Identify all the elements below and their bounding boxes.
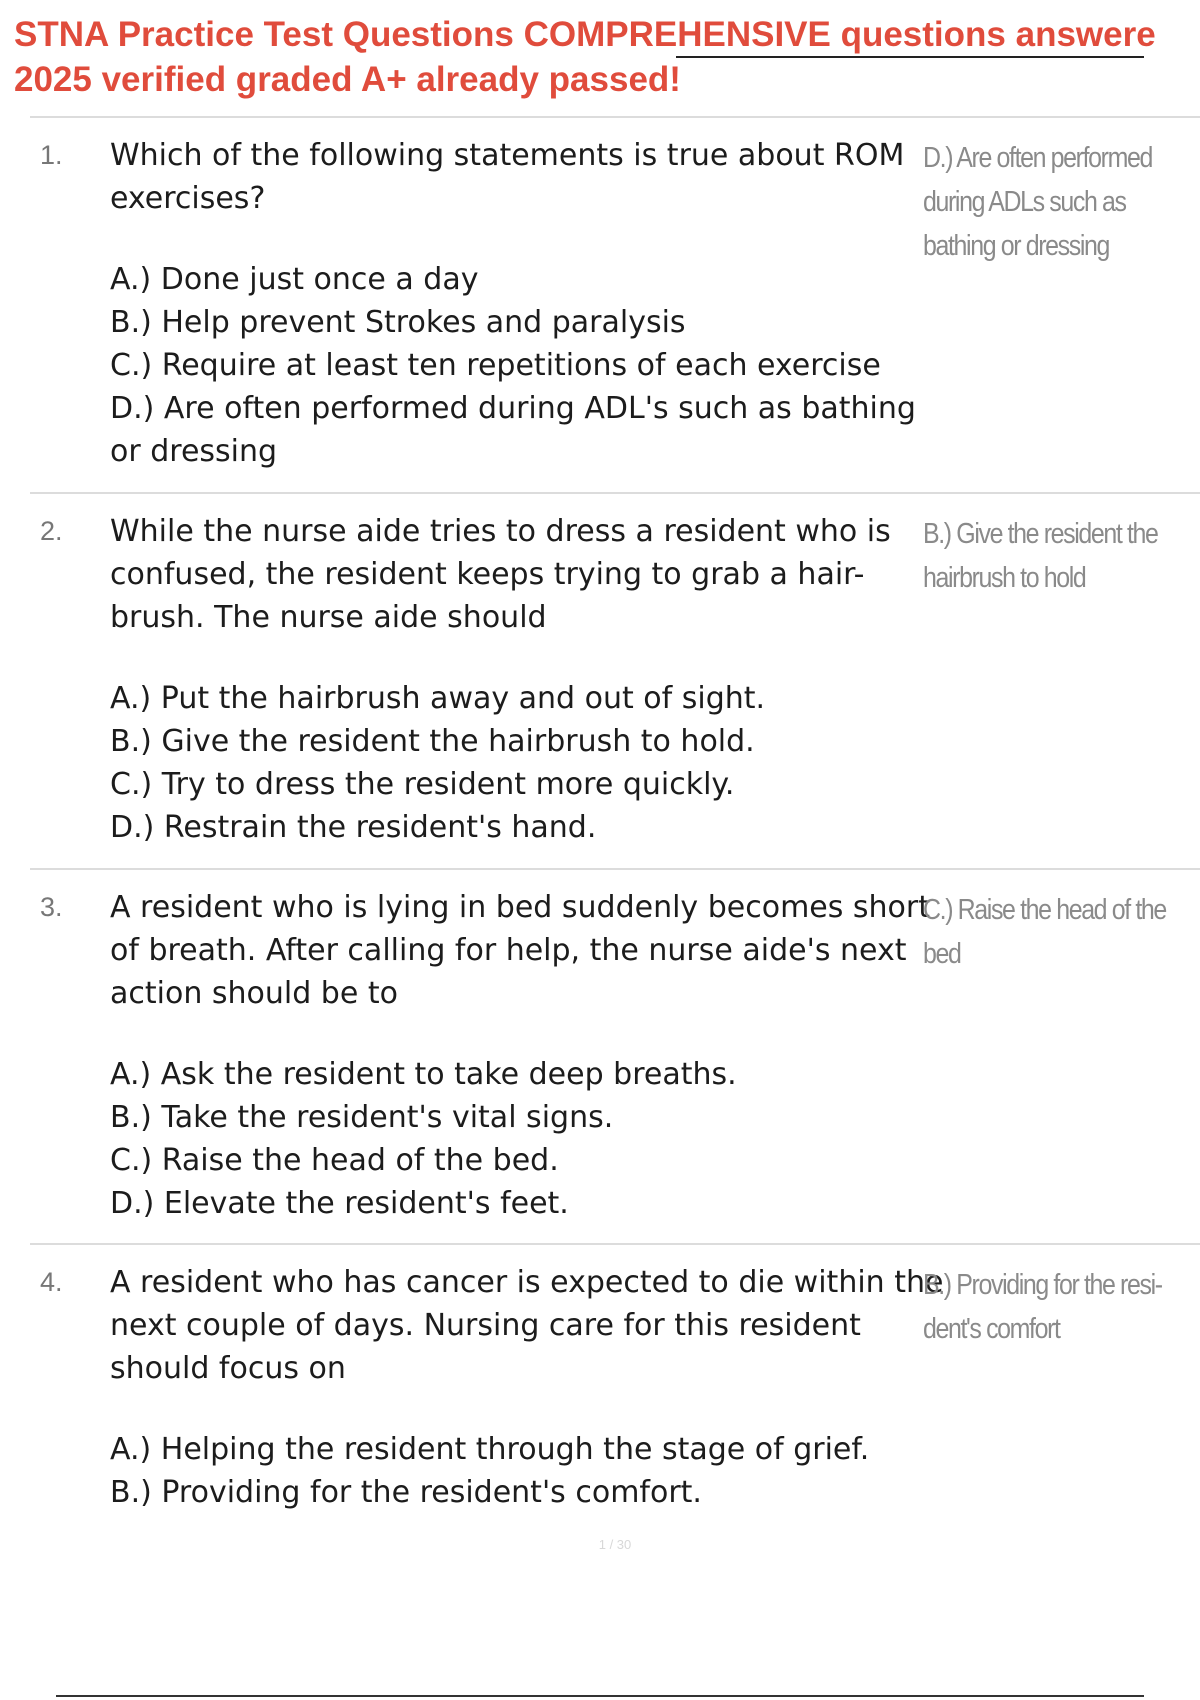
answer-text: B.) Providing for the resi- dent's comfort [923, 1269, 1162, 1345]
document-title-line-2: 2025 verified graded A+ already passed! [14, 60, 681, 99]
question-text: Which of the following statements is true about ROM exercises? [110, 138, 905, 216]
option-a: A.) Helping the resident through the stage of grief. [110, 1432, 870, 1467]
option-c: C.) Raise the head of the bed. [110, 1143, 559, 1178]
question-card-4 [30, 1243, 1200, 1525]
answer-text: B.) Give the resident the hairbrush to hold [923, 518, 1158, 594]
question-card-2 [30, 492, 1200, 868]
option-b: B.) Providing for the resident's comfort. [110, 1475, 702, 1510]
option-list [110, 258, 952, 473]
option-list [110, 1428, 952, 1514]
option-d: D.) Restrain the resident's hand. [110, 810, 597, 845]
question-number: 3. [40, 892, 63, 922]
question-number: 4. [40, 1267, 63, 1297]
question-text: A resident who is lying in bed suddenly becomes short of breath. After calling for help, the nurse aide's next action should be to [110, 890, 931, 1011]
option-b: B.) Take the resident's vital signs. [110, 1100, 614, 1135]
question-block [110, 134, 952, 473]
question-card-1 [30, 116, 1200, 492]
answer-text: C.) Raise the head of the bed [923, 894, 1166, 970]
option-c: C.) Try to dress the resident more quickly. [110, 767, 735, 802]
option-a: A.) Done just once a day [110, 262, 479, 297]
footer-divider [56, 1695, 1144, 1697]
question-text: While the nurse aide tries to dress a resident who is confused, the resident keeps trying to grab a hair-brush. The nurse aide should [110, 514, 891, 635]
question-number: 2. [40, 516, 63, 546]
document-title-line-1: STNA Practice Test Questions COMPREHENSIVE questions answere [14, 15, 1156, 54]
option-list [110, 1053, 952, 1225]
option-d: D.) Elevate the resident's feet. [110, 1186, 569, 1221]
option-b: B.) Help prevent Strokes and paralysis [110, 305, 686, 340]
question-block [110, 886, 952, 1225]
option-a: A.) Put the hairbrush away and out of sight. [110, 681, 766, 716]
option-b: B.) Give the resident the hairbrush to hold. [110, 724, 755, 759]
question-card-3 [30, 868, 1200, 1244]
option-d: D.) Are often performed during ADL's such as bathing or dressing [110, 391, 916, 469]
option-c: C.) Require at least ten repetitions of each exercise [110, 348, 881, 383]
question-number: 1. [40, 140, 63, 170]
question-block [110, 1261, 952, 1514]
page-number: 1 / 30 [598, 1537, 632, 1552]
answer-text: D.) Are often performed during ADLs such as bathing or dressing [923, 142, 1152, 262]
option-list [110, 677, 952, 849]
question-text: A resident who has cancer is expected to die within the next couple of days. Nursing care for this resident should focus on [110, 1265, 944, 1386]
question-block [110, 510, 952, 849]
option-a: A.) Ask the resident to take deep breaths. [110, 1057, 737, 1092]
